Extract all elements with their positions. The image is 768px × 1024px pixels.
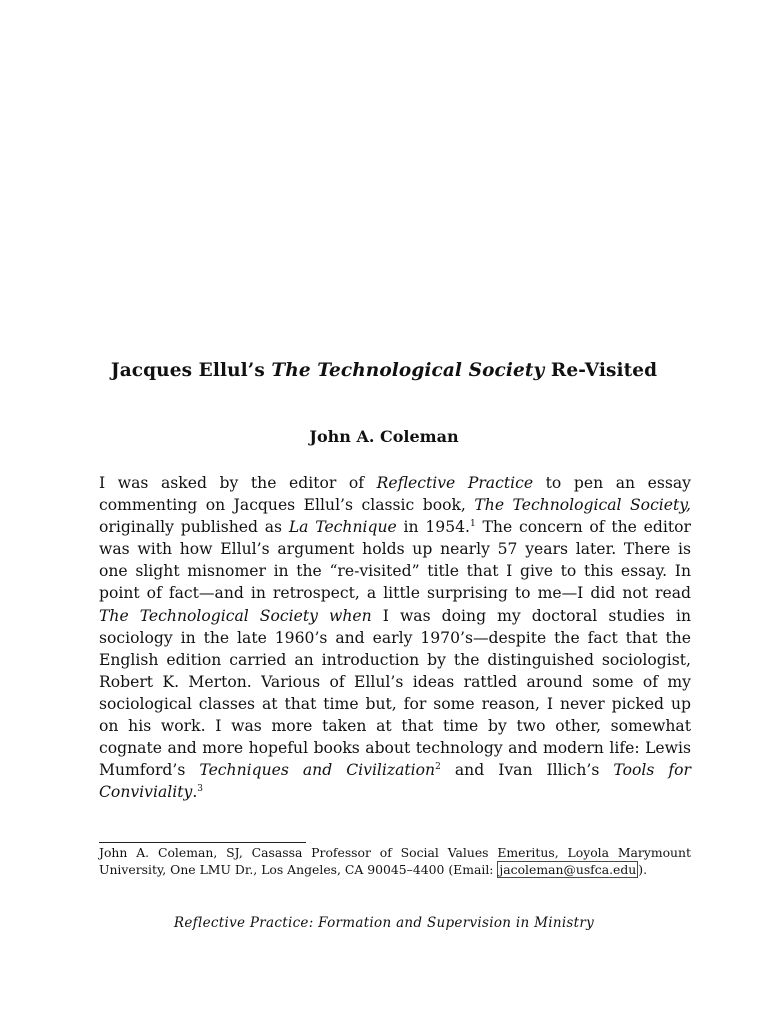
- body-paragraph: [99, 472, 691, 803]
- title-part-3: Re-Visited: [544, 360, 658, 381]
- book-title: The Technological Society when: [99, 606, 372, 625]
- text-run: I was doing my doctoral studies in sociology in the late 1960’s and early 1970’s—despite the fact that the English edition carried an introduction by the distinguished sociologist, Robert K. Merton. Various of Ellul’s ideas rattled around some of my sociological classes at that time but, for some reason, I never picked up on his work. I was more taken at that time by two other, somewhat cognate and more hopeful books about technology and modern life: Lewis Mumford’s: [99, 606, 691, 780]
- title-book-name: The Technological Society: [271, 360, 545, 381]
- text-run: originally published as: [99, 518, 289, 537]
- email-link[interactable]: jacoleman@usfca.edu: [499, 862, 637, 877]
- title-part-1: Jacques Ellul’s: [110, 360, 272, 381]
- text-run: I was asked by the editor of: [99, 474, 377, 492]
- text-run: .: [192, 783, 198, 802]
- journal-footer: Reflective Practice: Formation and Supervision in Ministry: [173, 915, 595, 931]
- text-run: in 1954.: [396, 518, 470, 537]
- journal-name: Reflective Practice: [376, 474, 534, 492]
- book-title: Tools for Conviviality: [99, 761, 691, 802]
- author-footnote: [99, 844, 691, 878]
- footnote-divider: [99, 842, 306, 843]
- author-name: John A. Coleman: [309, 427, 459, 446]
- article-title: [0, 360, 768, 381]
- text-run: to pen an essay commenting on Jacques Ellul’s classic book,: [99, 474, 691, 515]
- book-title-french: La Technique: [288, 518, 397, 537]
- footnote-marker[interactable]: 1: [470, 519, 476, 530]
- footnote-text: John A. Coleman, SJ, Casassa Professor of Social Values Emeritus, Loyola Marymount University, One LMU Dr., Los Angeles, CA 90045–4400 (Email:: [99, 845, 691, 877]
- book-title: The Technological Society,: [474, 496, 691, 515]
- text-run: The concern of the editor was with how Ellul’s argument holds up nearly 57 years later. There is one slight misnomer in the “re-visited” title that I give to this essay. In point of fact—and in retrospect, a little surprising to me—I did not read: [99, 518, 691, 603]
- text-run: and Ivan Illich’s: [440, 761, 614, 780]
- footnote-marker[interactable]: 3: [197, 784, 204, 795]
- book-title: Techniques and Civilization: [199, 761, 436, 780]
- footnote-marker[interactable]: 2: [435, 762, 441, 773]
- footnote-text-end: ).: [638, 862, 648, 877]
